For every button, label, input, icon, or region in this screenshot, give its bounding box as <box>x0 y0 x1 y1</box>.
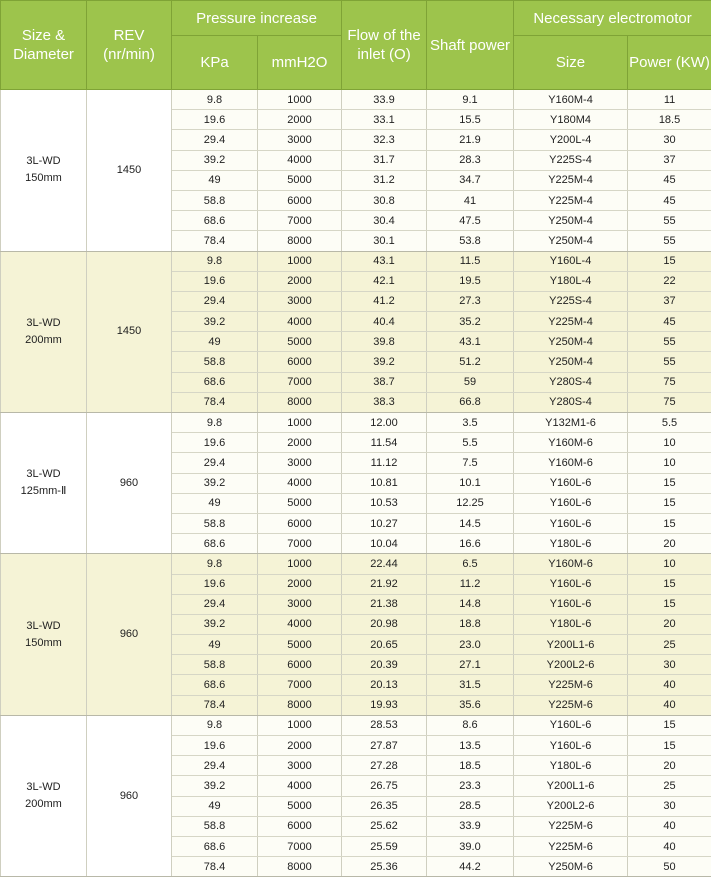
motor-power-cell: 75 <box>628 392 711 412</box>
motor-size-cell: Y160M-6 <box>514 554 628 574</box>
motor-size-cell: Y200L1-6 <box>514 776 628 796</box>
motor-size-cell: Y200L2-6 <box>514 655 628 675</box>
table-body <box>1 90 711 877</box>
motor-power-cell: 40 <box>628 836 711 856</box>
flow-cell: 33.1 <box>342 110 427 130</box>
kpa-cell: 58.8 <box>172 655 258 675</box>
model-diameter: 200mm <box>1 332 86 349</box>
shaft-power-cell: 28.5 <box>427 796 514 816</box>
motor-size-cell: Y225S-4 <box>514 150 628 170</box>
motor-size-cell: Y280S-4 <box>514 372 628 392</box>
flow-cell: 40.4 <box>342 312 427 332</box>
flow-cell: 25.36 <box>342 857 427 877</box>
flow-cell: 11.54 <box>342 433 427 453</box>
model-cell <box>1 413 87 554</box>
kpa-cell: 49 <box>172 635 258 655</box>
shaft-power-cell: 53.8 <box>427 231 514 251</box>
model-diameter: 125mm-Ⅱ <box>1 483 86 500</box>
flow-cell: 10.53 <box>342 493 427 513</box>
motor-size-cell: Y225M-6 <box>514 836 628 856</box>
motor-power-cell: 15 <box>628 493 711 513</box>
motor-size-cell: Y160L-6 <box>514 493 628 513</box>
kpa-cell: 78.4 <box>172 231 258 251</box>
model-name: 3L-WD <box>1 618 86 635</box>
mmh2o-cell: 2000 <box>258 271 342 291</box>
motor-power-cell: 50 <box>628 857 711 877</box>
flow-cell: 27.87 <box>342 736 427 756</box>
mmh2o-cell: 6000 <box>258 655 342 675</box>
mmh2o-cell: 7000 <box>258 211 342 231</box>
motor-size-cell: Y180L-4 <box>514 271 628 291</box>
kpa-cell: 19.6 <box>172 110 258 130</box>
motor-power-cell: 37 <box>628 291 711 311</box>
header-shaft-power: Shaft power <box>427 1 514 90</box>
flow-cell: 22.44 <box>342 554 427 574</box>
kpa-cell: 78.4 <box>172 857 258 877</box>
kpa-cell: 49 <box>172 170 258 190</box>
shaft-power-cell: 47.5 <box>427 211 514 231</box>
motor-power-cell: 15 <box>628 574 711 594</box>
mmh2o-cell: 1000 <box>258 251 342 271</box>
motor-power-cell: 15 <box>628 473 711 493</box>
mmh2o-cell: 5000 <box>258 170 342 190</box>
mmh2o-cell: 6000 <box>258 513 342 533</box>
kpa-cell: 39.2 <box>172 776 258 796</box>
motor-power-cell: 45 <box>628 170 711 190</box>
kpa-cell: 49 <box>172 796 258 816</box>
mmh2o-cell: 5000 <box>258 493 342 513</box>
model-diameter: 150mm <box>1 170 86 187</box>
flow-cell: 39.8 <box>342 332 427 352</box>
flow-cell: 30.1 <box>342 231 427 251</box>
kpa-cell: 39.2 <box>172 614 258 634</box>
motor-size-cell: Y160L-6 <box>514 574 628 594</box>
kpa-cell: 78.4 <box>172 392 258 412</box>
flow-cell: 30.4 <box>342 211 427 231</box>
motor-power-cell: 5.5 <box>628 413 711 433</box>
kpa-cell: 19.6 <box>172 574 258 594</box>
flow-cell: 20.39 <box>342 655 427 675</box>
shaft-power-cell: 31.5 <box>427 675 514 695</box>
header-motor-power: Power (KW) <box>628 36 711 90</box>
rev-cell: 960 <box>87 715 172 877</box>
flow-cell: 21.38 <box>342 594 427 614</box>
motor-power-cell: 10 <box>628 554 711 574</box>
shaft-power-cell: 16.6 <box>427 534 514 554</box>
shaft-power-cell: 35.6 <box>427 695 514 715</box>
shaft-power-cell: 41 <box>427 190 514 210</box>
flow-cell: 10.81 <box>342 473 427 493</box>
kpa-cell: 39.2 <box>172 473 258 493</box>
shaft-power-cell: 10.1 <box>427 473 514 493</box>
shaft-power-cell: 59 <box>427 372 514 392</box>
mmh2o-cell: 5000 <box>258 332 342 352</box>
mmh2o-cell: 3000 <box>258 594 342 614</box>
kpa-cell: 78.4 <box>172 695 258 715</box>
motor-power-cell: 18.5 <box>628 110 711 130</box>
kpa-cell: 19.6 <box>172 433 258 453</box>
shaft-power-cell: 27.1 <box>427 655 514 675</box>
motor-size-cell: Y250M-4 <box>514 332 628 352</box>
model-diameter: 200mm <box>1 796 86 813</box>
header-electromotor: Necessary electromotor <box>514 1 711 36</box>
mmh2o-cell: 8000 <box>258 857 342 877</box>
shaft-power-cell: 34.7 <box>427 170 514 190</box>
kpa-cell: 29.4 <box>172 594 258 614</box>
kpa-cell: 29.4 <box>172 130 258 150</box>
motor-size-cell: Y132M1-6 <box>514 413 628 433</box>
flow-cell: 26.75 <box>342 776 427 796</box>
model-name: 3L-WD <box>1 779 86 796</box>
header-pressure-increase: Pressure increase <box>172 1 342 36</box>
shaft-power-cell: 33.9 <box>427 816 514 836</box>
flow-cell: 28.53 <box>342 715 427 735</box>
kpa-cell: 19.6 <box>172 736 258 756</box>
mmh2o-cell: 2000 <box>258 736 342 756</box>
kpa-cell: 49 <box>172 493 258 513</box>
kpa-cell: 58.8 <box>172 816 258 836</box>
flow-cell: 31.2 <box>342 170 427 190</box>
mmh2o-cell: 1000 <box>258 554 342 574</box>
table-row <box>1 90 711 110</box>
model-cell <box>1 715 87 877</box>
mmh2o-cell: 1000 <box>258 90 342 110</box>
motor-size-cell: Y225M-4 <box>514 170 628 190</box>
mmh2o-cell: 3000 <box>258 453 342 473</box>
kpa-cell: 39.2 <box>172 150 258 170</box>
motor-power-cell: 37 <box>628 150 711 170</box>
kpa-cell: 19.6 <box>172 271 258 291</box>
mmh2o-cell: 6000 <box>258 816 342 836</box>
flow-cell: 20.65 <box>342 635 427 655</box>
header-motor-size: Size <box>514 36 628 90</box>
shaft-power-cell: 12.25 <box>427 493 514 513</box>
model-name: 3L-WD <box>1 466 86 483</box>
motor-size-cell: Y160L-4 <box>514 251 628 271</box>
kpa-cell: 29.4 <box>172 453 258 473</box>
motor-power-cell: 20 <box>628 534 711 554</box>
rev-cell: 960 <box>87 413 172 554</box>
motor-size-cell: Y225M-6 <box>514 695 628 715</box>
shaft-power-cell: 43.1 <box>427 332 514 352</box>
table-row <box>1 554 711 574</box>
kpa-cell: 68.6 <box>172 534 258 554</box>
flow-cell: 20.13 <box>342 675 427 695</box>
header-flow: Flow of the inlet (O) <box>342 1 427 90</box>
flow-cell: 41.2 <box>342 291 427 311</box>
flow-cell: 19.93 <box>342 695 427 715</box>
motor-power-cell: 11 <box>628 90 711 110</box>
header-rev: REV (nr/min) <box>87 1 172 90</box>
flow-cell: 10.04 <box>342 534 427 554</box>
motor-size-cell: Y180L-6 <box>514 534 628 554</box>
motor-size-cell: Y160L-6 <box>514 594 628 614</box>
flow-cell: 25.59 <box>342 836 427 856</box>
motor-size-cell: Y200L1-6 <box>514 635 628 655</box>
rev-cell: 1450 <box>87 251 172 413</box>
kpa-cell: 9.8 <box>172 715 258 735</box>
mmh2o-cell: 2000 <box>258 574 342 594</box>
motor-power-cell: 45 <box>628 312 711 332</box>
mmh2o-cell: 8000 <box>258 231 342 251</box>
model-name: 3L-WD <box>1 315 86 332</box>
kpa-cell: 29.4 <box>172 756 258 776</box>
shaft-power-cell: 8.6 <box>427 715 514 735</box>
mmh2o-cell: 4000 <box>258 473 342 493</box>
rev-cell: 960 <box>87 554 172 716</box>
shaft-power-cell: 14.5 <box>427 513 514 533</box>
mmh2o-cell: 3000 <box>258 756 342 776</box>
motor-power-cell: 20 <box>628 614 711 634</box>
motor-power-cell: 15 <box>628 251 711 271</box>
motor-size-cell: Y180L-6 <box>514 614 628 634</box>
motor-power-cell: 15 <box>628 736 711 756</box>
shaft-power-cell: 19.5 <box>427 271 514 291</box>
flow-cell: 38.7 <box>342 372 427 392</box>
kpa-cell: 9.8 <box>172 413 258 433</box>
kpa-cell: 29.4 <box>172 291 258 311</box>
motor-size-cell: Y180M4 <box>514 110 628 130</box>
motor-size-cell: Y225M-4 <box>514 190 628 210</box>
shaft-power-cell: 27.3 <box>427 291 514 311</box>
shaft-power-cell: 35.2 <box>427 312 514 332</box>
motor-power-cell: 25 <box>628 635 711 655</box>
motor-power-cell: 55 <box>628 352 711 372</box>
shaft-power-cell: 11.5 <box>427 251 514 271</box>
kpa-cell: 58.8 <box>172 352 258 372</box>
mmh2o-cell: 2000 <box>258 110 342 130</box>
motor-size-cell: Y160L-6 <box>514 715 628 735</box>
motor-power-cell: 40 <box>628 675 711 695</box>
flow-cell: 33.9 <box>342 90 427 110</box>
motor-size-cell: Y250M-4 <box>514 211 628 231</box>
flow-cell: 10.27 <box>342 513 427 533</box>
mmh2o-cell: 7000 <box>258 534 342 554</box>
shaft-power-cell: 13.5 <box>427 736 514 756</box>
shaft-power-cell: 5.5 <box>427 433 514 453</box>
motor-power-cell: 22 <box>628 271 711 291</box>
header-mmh2o: mmH2O <box>258 36 342 90</box>
shaft-power-cell: 39.0 <box>427 836 514 856</box>
motor-size-cell: Y250M-4 <box>514 231 628 251</box>
motor-size-cell: Y160M-6 <box>514 453 628 473</box>
model-cell <box>1 554 87 716</box>
kpa-cell: 58.8 <box>172 513 258 533</box>
shaft-power-cell: 28.3 <box>427 150 514 170</box>
kpa-cell: 49 <box>172 332 258 352</box>
motor-size-cell: Y225M-6 <box>514 675 628 695</box>
motor-size-cell: Y280S-4 <box>514 392 628 412</box>
kpa-cell: 68.6 <box>172 836 258 856</box>
motor-power-cell: 15 <box>628 715 711 735</box>
header-kpa: KPa <box>172 36 258 90</box>
table-row <box>1 251 711 271</box>
shaft-power-cell: 9.1 <box>427 90 514 110</box>
motor-size-cell: Y180L-6 <box>514 756 628 776</box>
motor-power-cell: 45 <box>628 190 711 210</box>
motor-size-cell: Y225M-4 <box>514 312 628 332</box>
motor-power-cell: 40 <box>628 816 711 836</box>
motor-power-cell: 10 <box>628 433 711 453</box>
shaft-power-cell: 14.8 <box>427 594 514 614</box>
motor-size-cell: Y200L-4 <box>514 130 628 150</box>
shaft-power-cell: 18.8 <box>427 614 514 634</box>
kpa-cell: 39.2 <box>172 312 258 332</box>
flow-cell: 38.3 <box>342 392 427 412</box>
shaft-power-cell: 44.2 <box>427 857 514 877</box>
motor-power-cell: 55 <box>628 332 711 352</box>
table-row <box>1 715 711 735</box>
shaft-power-cell: 11.2 <box>427 574 514 594</box>
motor-size-cell: Y160L-6 <box>514 736 628 756</box>
flow-cell: 21.92 <box>342 574 427 594</box>
mmh2o-cell: 1000 <box>258 413 342 433</box>
shaft-power-cell: 21.9 <box>427 130 514 150</box>
flow-cell: 31.7 <box>342 150 427 170</box>
motor-size-cell: Y225M-6 <box>514 816 628 836</box>
flow-cell: 43.1 <box>342 251 427 271</box>
kpa-cell: 9.8 <box>172 251 258 271</box>
motor-power-cell: 55 <box>628 231 711 251</box>
motor-power-cell: 15 <box>628 513 711 533</box>
kpa-cell: 9.8 <box>172 554 258 574</box>
mmh2o-cell: 8000 <box>258 392 342 412</box>
kpa-cell: 68.6 <box>172 372 258 392</box>
kpa-cell: 9.8 <box>172 90 258 110</box>
shaft-power-cell: 51.2 <box>427 352 514 372</box>
shaft-power-cell: 3.5 <box>427 413 514 433</box>
mmh2o-cell: 7000 <box>258 372 342 392</box>
flow-cell: 26.35 <box>342 796 427 816</box>
mmh2o-cell: 7000 <box>258 836 342 856</box>
motor-size-cell: Y160M-4 <box>514 90 628 110</box>
model-diameter: 150mm <box>1 635 86 652</box>
rev-cell: 1450 <box>87 90 172 252</box>
flow-cell: 30.8 <box>342 190 427 210</box>
flow-cell: 32.3 <box>342 130 427 150</box>
model-cell <box>1 251 87 413</box>
motor-size-cell: Y250M-6 <box>514 857 628 877</box>
motor-size-cell: Y250M-4 <box>514 352 628 372</box>
motor-size-cell: Y225S-4 <box>514 291 628 311</box>
mmh2o-cell: 8000 <box>258 695 342 715</box>
shaft-power-cell: 23.0 <box>427 635 514 655</box>
mmh2o-cell: 4000 <box>258 312 342 332</box>
kpa-cell: 58.8 <box>172 190 258 210</box>
flow-cell: 42.1 <box>342 271 427 291</box>
mmh2o-cell: 1000 <box>258 715 342 735</box>
kpa-cell: 68.6 <box>172 675 258 695</box>
mmh2o-cell: 3000 <box>258 291 342 311</box>
table-row <box>1 413 711 433</box>
shaft-power-cell: 23.3 <box>427 776 514 796</box>
kpa-cell: 68.6 <box>172 211 258 231</box>
model-name: 3L-WD <box>1 153 86 170</box>
flow-cell: 25.62 <box>342 816 427 836</box>
shaft-power-cell: 18.5 <box>427 756 514 776</box>
motor-power-cell: 10 <box>628 453 711 473</box>
motor-power-cell: 25 <box>628 776 711 796</box>
shaft-power-cell: 15.5 <box>427 110 514 130</box>
mmh2o-cell: 2000 <box>258 433 342 453</box>
shaft-power-cell: 7.5 <box>427 453 514 473</box>
flow-cell: 12.00 <box>342 413 427 433</box>
motor-power-cell: 20 <box>628 756 711 776</box>
model-cell <box>1 90 87 252</box>
motor-power-cell: 30 <box>628 655 711 675</box>
shaft-power-cell: 66.8 <box>427 392 514 412</box>
mmh2o-cell: 6000 <box>258 352 342 372</box>
motor-power-cell: 30 <box>628 796 711 816</box>
motor-power-cell: 75 <box>628 372 711 392</box>
mmh2o-cell: 6000 <box>258 190 342 210</box>
mmh2o-cell: 4000 <box>258 776 342 796</box>
mmh2o-cell: 4000 <box>258 150 342 170</box>
mmh2o-cell: 5000 <box>258 635 342 655</box>
flow-cell: 39.2 <box>342 352 427 372</box>
motor-power-cell: 40 <box>628 695 711 715</box>
mmh2o-cell: 4000 <box>258 614 342 634</box>
flow-cell: 20.98 <box>342 614 427 634</box>
motor-size-cell: Y160L-6 <box>514 513 628 533</box>
motor-power-cell: 15 <box>628 594 711 614</box>
shaft-power-cell: 6.5 <box>427 554 514 574</box>
motor-power-cell: 55 <box>628 211 711 231</box>
flow-cell: 27.28 <box>342 756 427 776</box>
header-size-diameter: Size & Diameter <box>1 1 87 90</box>
motor-size-cell: Y160L-6 <box>514 473 628 493</box>
mmh2o-cell: 7000 <box>258 675 342 695</box>
motor-size-cell: Y200L2-6 <box>514 796 628 816</box>
flow-cell: 11.12 <box>342 453 427 473</box>
mmh2o-cell: 5000 <box>258 796 342 816</box>
motor-size-cell: Y160M-6 <box>514 433 628 453</box>
motor-power-cell: 30 <box>628 130 711 150</box>
mmh2o-cell: 3000 <box>258 130 342 150</box>
